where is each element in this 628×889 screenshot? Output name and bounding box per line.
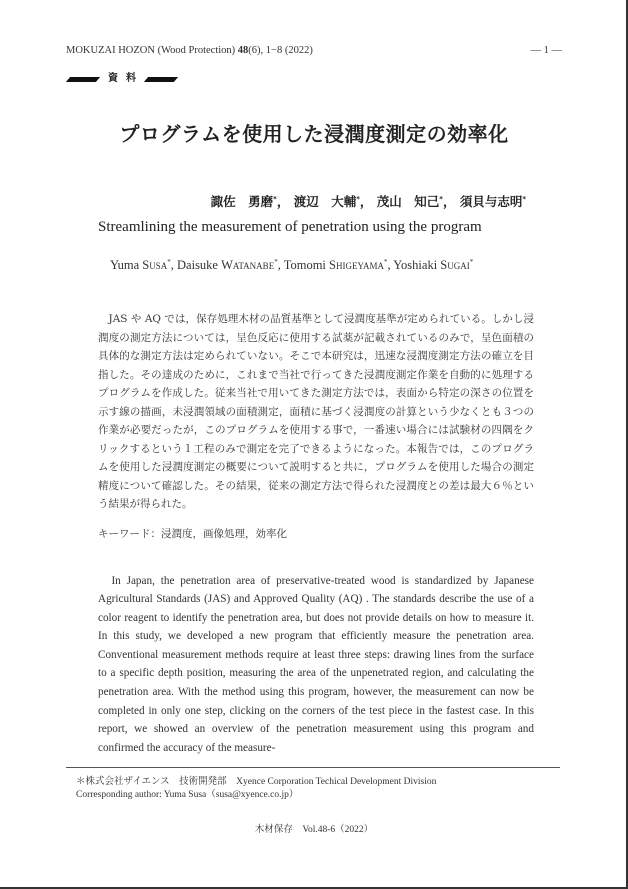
author-separator: , — [387, 258, 394, 272]
author-en-given: Yoshiaki — [393, 258, 438, 272]
author-separator: , — [170, 258, 178, 272]
author-ja-name: 茂山 知己 — [376, 194, 440, 209]
author-en-family: Sugai — [440, 258, 470, 272]
author-separator: ， — [442, 194, 456, 209]
author-en — [110, 258, 177, 272]
author-en-given: Yuma — [110, 258, 140, 272]
affiliation-mark: * — [469, 257, 474, 266]
author-separator: ， — [276, 194, 290, 209]
author-separator: ， — [359, 194, 373, 209]
affiliation-mark: * — [274, 257, 278, 266]
author-en-family: Watanabe — [221, 258, 275, 272]
affiliation-mark: * — [273, 194, 277, 203]
section-label: 資料 — [108, 73, 144, 84]
running-head — [66, 44, 562, 58]
author-ja — [294, 194, 373, 209]
affiliation-mark: * — [522, 194, 526, 203]
affiliation-mark: * — [439, 194, 443, 203]
author-en-family: Shigeyama — [329, 258, 384, 272]
affiliation-note: ＊株式会社ザイエンス 技術開発部 Xyence Corporation Techical Development Division — [76, 777, 437, 788]
author-en — [284, 258, 394, 272]
author-en-family: Susa — [142, 258, 168, 272]
page-footer: 木材保存 Vol.48-6（2022） — [254, 825, 374, 836]
author-en — [177, 258, 284, 272]
title-japanese: プログラムを使用した浸潤度測定の効率化 — [119, 122, 509, 146]
author-ja-name: 諏佐 勇磨 — [210, 194, 274, 209]
author-separator: , — [277, 258, 284, 272]
badge-left-bar-icon — [66, 77, 100, 82]
page-number: — 1 — — [530, 45, 562, 56]
section-badge — [68, 72, 626, 86]
abstract-japanese: JAS や AQ では，保存処理木材の品質基準として浸潤度基準が定められている。しかし浸潤度の測定方法については，呈色反応に使用する試薬が記載されているのみで，呈色面積の具体的な測定方法は定められていない。そこで本研究は，迅速な浸潤度測定方法の確立を目指した。その達成のために，これまで当社で行ってきた浸潤度測定作業を自動的に処理するプログラムを作成した。従来当社で用いてきた測定方法では，表面から特定の深さの位置を示す線の描画，未浸潤領域の面積測定，面積に基づく浸潤度の計算という少なくとも３つの作業が必要だったが，このプログラムを使用する事で，一番速い場合には試験材の四隅をクリックするという１工程のみで測定を完了できるようになった。本報告では，このプログラムを使用した浸潤度測定の概要について説明すると共に，プログラムを使用した場合の測定精度について確認した。その結果，従来の測定方法で得られた浸潤度との差は最大６％という結果が得られた。 — [98, 313, 534, 510]
authors-english — [110, 257, 570, 274]
journal-volume: 48 — [237, 45, 249, 56]
author-en-given: Tomomi — [283, 258, 326, 272]
author-ja-name: 須貝与志明 — [459, 194, 523, 209]
author-en — [393, 258, 473, 272]
author-ja — [377, 194, 456, 209]
title-english: Streamlining the measurement of penetration using the program — [98, 219, 482, 235]
abstract-english: In Japan, the penetration area of preservative-treated wood is standardized by Japanese Agricultural Standards (JAS) and Approved Quality (AQ) . The standards describe the use of a color reagent to identify the penetration area, but does not provide details on how to measure it. In this study, we developed a new program that efficiently measure the penetration area. Conventional measurement methods require at least three steps: drawing lines from the surface to a specific depth position, measuring the area of the unpenetrated region, and calculating the penetration area. With the method using this program, however, the measurement can now be completed in only one step, clicking on the corners of the test piece in the fastest case. In this report, we showed an overview of the penetration measurement using this program and confirmed the accuracy of the measure- — [98, 574, 534, 754]
author-en-given: Daisuke — [177, 258, 218, 272]
keywords: キーワード：浸潤度，画像処理，効率化 — [98, 527, 287, 540]
authors-japanese — [0, 193, 626, 211]
journal-issue-pages-year: (6), 1−8 (2022) — [248, 45, 313, 56]
journal-citation — [66, 44, 313, 58]
corresponding-author-note: Corresponding author: Yuma Susa（susa@xyence.co.jp） — [76, 790, 299, 801]
badge-right-bar-icon — [144, 77, 178, 82]
author-ja — [460, 194, 526, 209]
author-ja — [211, 194, 290, 209]
affiliation-mark: * — [167, 257, 171, 266]
author-ja-name: 渡辺 大輔 — [293, 194, 357, 209]
footnotes — [76, 776, 576, 802]
journal-name: MOKUZAI HOZON (Wood Protection) — [66, 45, 236, 56]
affiliation-mark: * — [383, 257, 388, 266]
footnote-divider — [66, 767, 560, 768]
affiliation-mark: * — [356, 194, 360, 203]
